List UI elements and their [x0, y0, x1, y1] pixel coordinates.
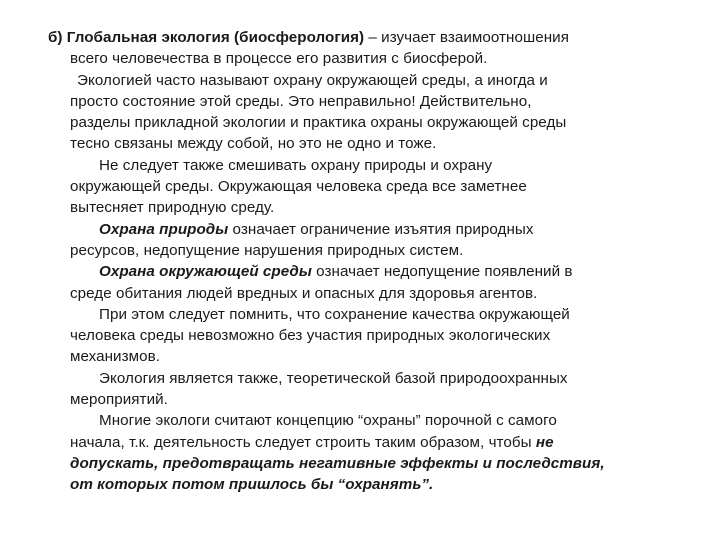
p1-line-1 — [48, 27, 688, 48]
p7-line-2: мероприятий. — [70, 391, 168, 409]
p8-text: начала, т.к. деятельность следует строить таким образом, чтобы — [70, 433, 536, 451]
p5-line-2: среде обитания людей вредных и опасных для здоровья агентов. — [70, 284, 538, 302]
p8-line-2 — [48, 432, 688, 453]
p6-line-3: механизмов. — [70, 348, 160, 366]
p4-text: означает ограничение изъятия природных — [228, 220, 534, 238]
p6-line-2: человека среды невозможно без участия природных экологических — [70, 327, 551, 345]
p3-line-2: окружающей среды. Окружающая человека среда все заметнее — [70, 178, 527, 196]
p6-line-1: При этом следует помнить, что сохранение качества окружающей — [99, 305, 570, 323]
text-block — [48, 27, 688, 496]
p4-line-2: ресурсов, недопущение нарушения природных систем. — [70, 241, 464, 259]
p1-heading: б) Глобальная экология (биосферология) — [48, 29, 365, 46]
p2-line-4: тесно связаны между собой, но это не одно и тоже. — [70, 135, 437, 153]
p3-line-1: Не следует также смешивать охрану природы и охрану — [99, 156, 493, 174]
p3-line-3: вытесняет природную среду. — [70, 199, 275, 217]
p2-line-3: разделы прикладной экологии и практика охраны окружающей среды — [70, 114, 567, 132]
p1-line-2: всего человечества в процессе его развития с биосферой. — [70, 50, 488, 68]
p2-line-2: просто состояние этой среды. Это неправильно! Действительно, — [70, 92, 532, 110]
p8-emphasis-start: не — [535, 433, 554, 451]
p1-text: – изучает взаимоотношения — [364, 29, 569, 46]
p5-line-1 — [48, 261, 688, 282]
p5-text: означает недопущение появлений в — [311, 263, 573, 281]
p2-line-1: Экологией часто называют охрану окружающей среды, а иногда и — [77, 71, 548, 89]
p4-line-1 — [48, 219, 688, 240]
term-nature-protection: Охрана природы — [99, 220, 229, 238]
p7-line-1: Экология является также, теоретической базой природоохранных — [99, 369, 568, 387]
term-environment-protection: Охрана окружающей среды — [99, 263, 312, 281]
p8-line-1: Многие экологи считают концепцию “охраны” порочной с самого — [99, 412, 557, 430]
p8-line-3: допускать, предотвращать негативные эффекты и последствия, — [70, 454, 605, 472]
p8-line-4: от которых потом пришлось бы “охранять”. — [70, 476, 434, 494]
